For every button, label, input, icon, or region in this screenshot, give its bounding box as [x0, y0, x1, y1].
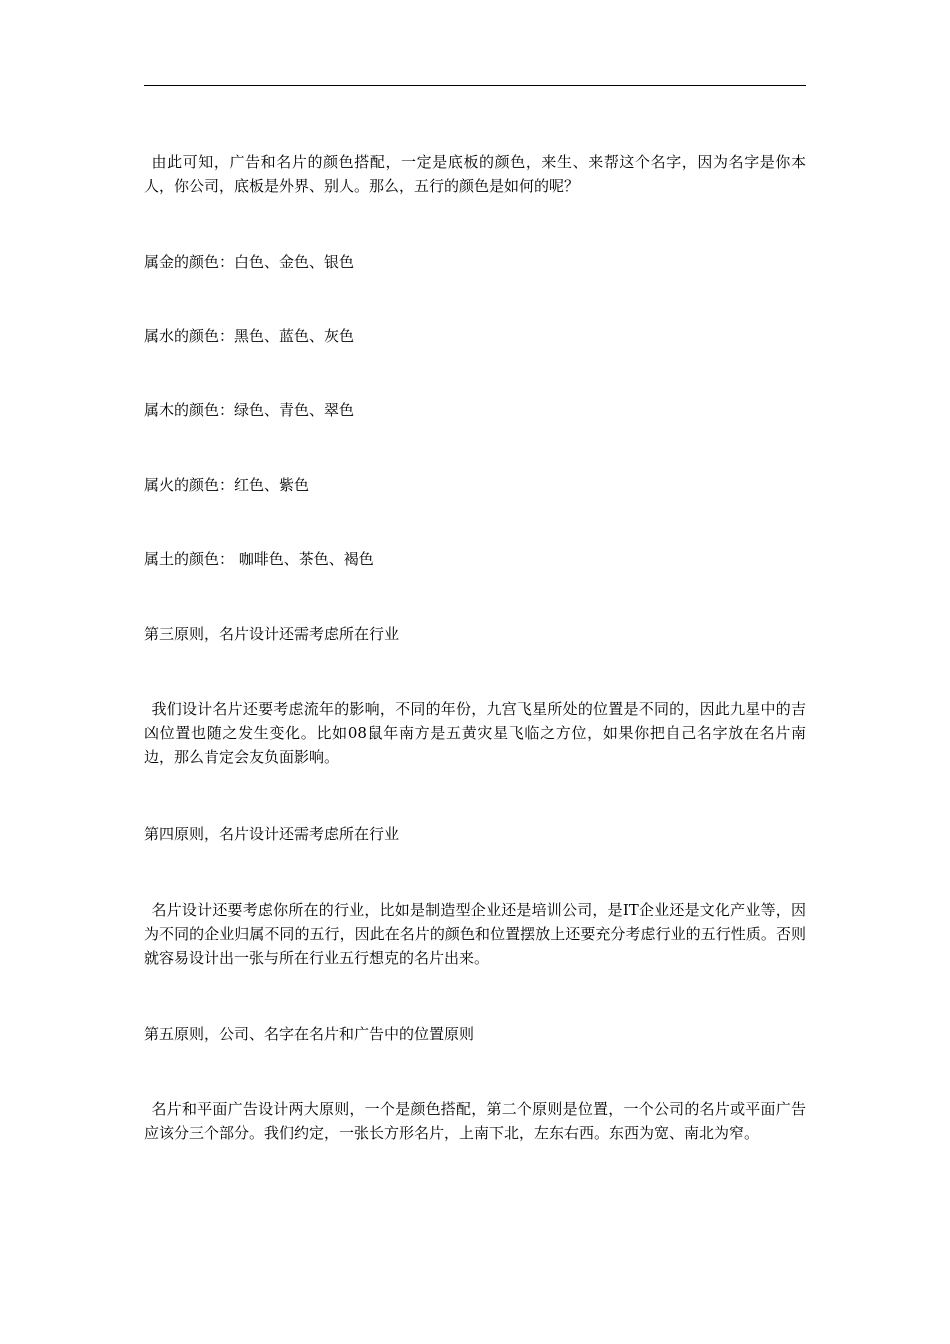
heading-fifth-principle: 第五原则，公司、名字在名片和广告中的位置原则	[144, 1025, 475, 1043]
paragraph-industry: 名片设计还要考虑你所在的行业，比如是制造型企业还是培训公司，是IT企业还是文化产业等，因为不同的企业归属不同的五行，因此在名片的颜色和位置摆放上还要充分考虑行业的五行性质。否则就容易设计出一张与所在行业五行想克的名片出来。	[144, 901, 806, 967]
paragraph-position: 名片和平面广告设计两大原则，一个是颜色搭配，第二个原则是位置，一个公司的名片或平面广告应该分三个部分。我们约定，一张长方形名片，上南下北，左东右西。东西为宽、南北为窄。	[144, 1100, 806, 1142]
list-item-metal-colors: 属金的颜色：白色、金色、银色	[144, 253, 355, 271]
list-item-water-colors: 属水的颜色：黑色、蓝色、灰色	[144, 327, 355, 345]
paragraph-annual-influence: 我们设计名片还要考虑流年的影响，不同的年份，九宫飞星所处的位置是不同的，因此九星中的吉凶位置也随之发生变化。比如08鼠年南方是五黄灾星飞临之方位，如果你把自己名字放在名片南边，那么肯定会友负面影响。	[144, 700, 806, 766]
list-item-wood-colors: 属木的颜色：绿色、青色、翠色	[144, 401, 355, 419]
heading-third-principle: 第三原则，名片设计还需考虑所在行业	[144, 625, 400, 643]
list-item-fire-colors: 属火的颜色：红色、紫色	[144, 476, 310, 494]
paragraph-color-matching: 由此可知，广告和名片的颜色搭配，一定是底板的颜色，来生、来帮这个名字，因为名字是你本人，你公司，底板是外界、别人。那么，五行的颜色是如何的呢？	[144, 153, 806, 195]
heading-fourth-principle: 第四原则，名片设计还需考虑所在行业	[144, 825, 400, 843]
header-rule	[144, 85, 806, 86]
list-item-earth-colors: 属土的颜色： 咖啡色、茶色、褐色	[144, 550, 374, 568]
